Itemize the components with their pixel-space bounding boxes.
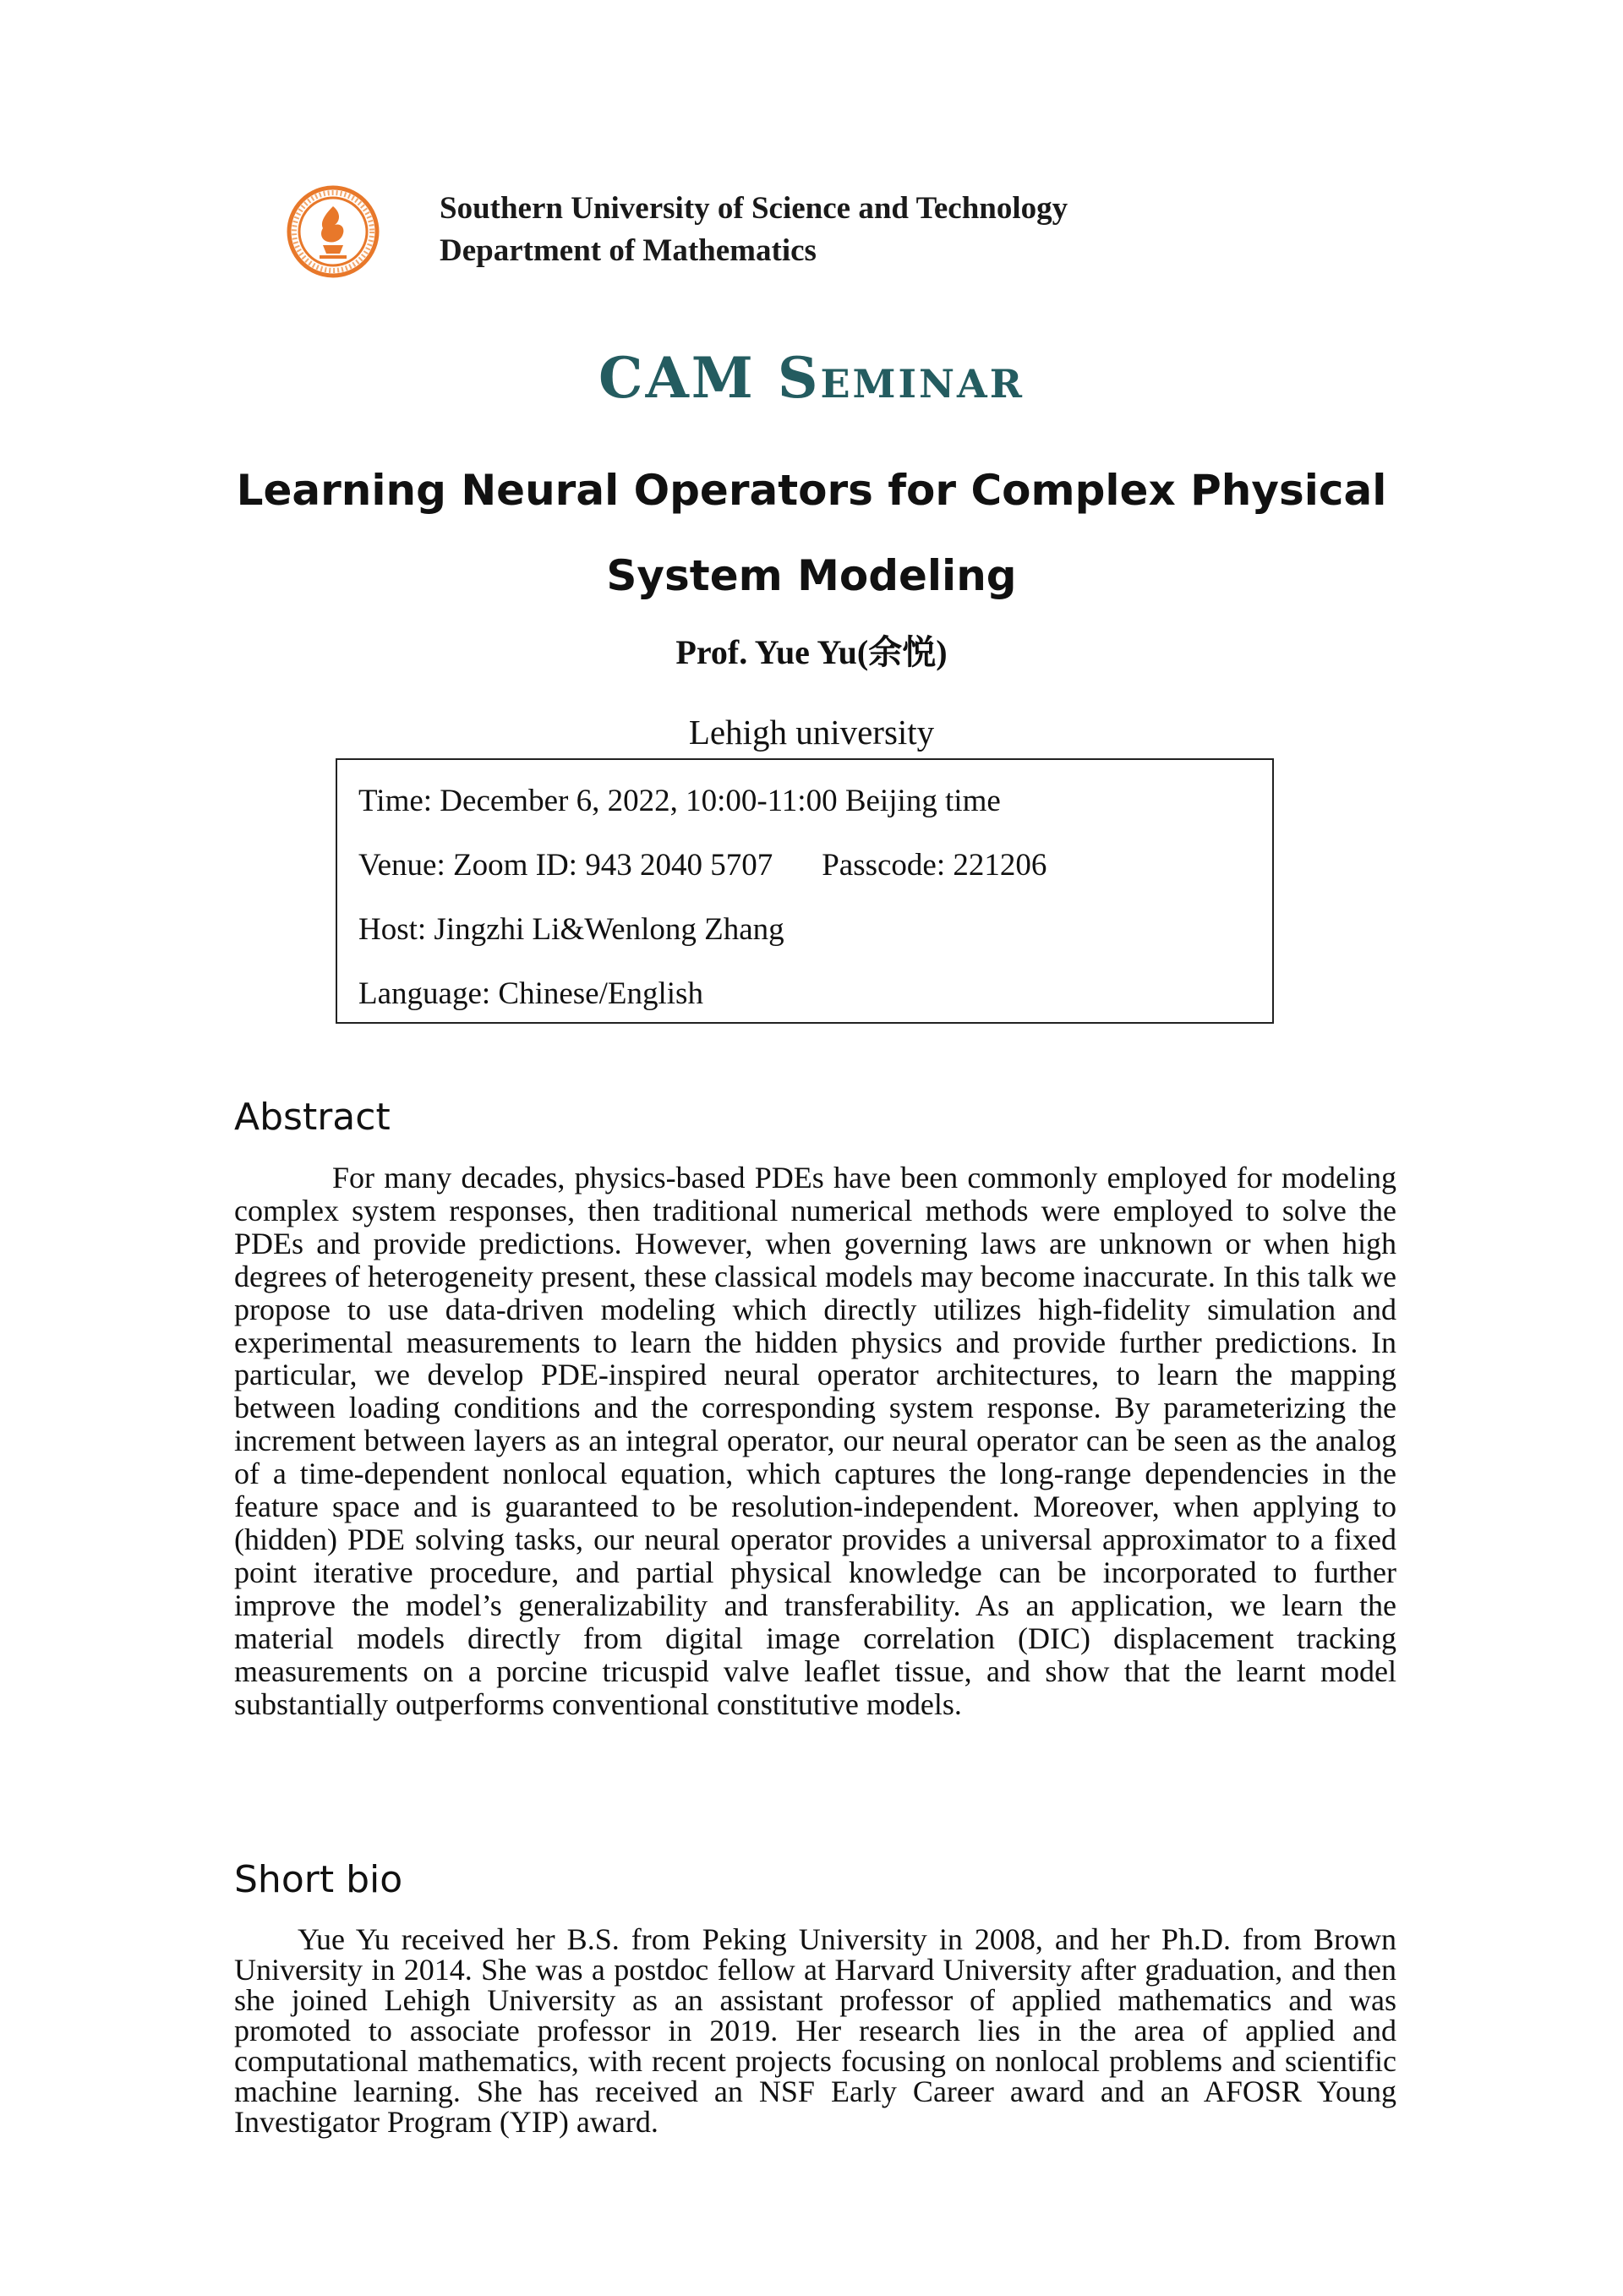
susTech-seal-icon [286,184,380,279]
bio-text: Yue Yu received her B.S. from Peking University in 2008, and her Ph.D. from Brown University in 2014. She was a postdoc fellow at Harvard University after graduation, and then she joined Lehigh University as an assistant professor of applied mathematics and was promoted to associate professor in 2019. Her research lies in the area of applied and computational mathematics, with recent projects focusing on nonlocal problems and scientific machine learning. She has received an NSF Early Career award and an AFOSR Young Investigator Program (YIP) award. [234,1922,1396,2139]
talk-title-line-2: System Modeling [606,551,1017,600]
seminar-series-title: CAM Seminar [598,345,1025,411]
event-venue-row [358,846,1252,910]
speaker-name: Prof. Yue Yu(余悦) [675,633,948,671]
speaker-affiliation: Lehigh university [688,713,935,752]
talk-title-line-1: Learning Neural Operators for Complex Physical [236,466,1387,515]
event-venue: Venue: Zoom ID: 943 2040 5707 [358,848,773,883]
talk-title [203,448,1420,619]
event-language: Language: Chinese/English [358,976,703,1011]
abstract-text: For many decades, physics-based PDEs have been commonly employed for modeling complex system responses, then traditional numerical methods were employed to solve the PDEs and provide predictions. However, when governing laws are unknown or when high degrees of heterogeneity present, these classical models may become inaccurate. In this talk we propose to use data-driven modeling which directly utilizes high-fidelity simulation and experimental measurements to learn the hidden physics and provide further predictions. In particular, we develop PDE-inspired neural operator architectures, to learn the mapping between loading conditions and the corresponding system response. By parameterizing the increment between layers as an integral operator, our neural operator can be seen as the analog of a time-dependent nonlocal equation, which captures the long-range dependencies in the feature space and is guaranteed to be resolution-independent. Moreover, when applying to (hidden) PDE solving tasks, our neural operator provides a universal approximator to a fixed point iterative procedure, and partial physical knowledge can be incorporated to further improve the model’s generalizability and transferability. As an application, we learn the material models directly from digital image correlation (DIC) displacement tracking measurements on a porcine tricuspid valve leaflet tissue, and show that the learnt model substantially outperforms conventional constitutive models. [234,1161,1396,1721]
university-name: Southern University of Science and Technology [440,191,1068,226]
event-info-box [336,758,1274,1024]
bio-heading: Short bio [234,1858,403,1901]
institution-header [440,188,1068,272]
abstract-heading: Abstract [234,1096,391,1139]
department-name: Department of Mathematics [440,233,817,268]
event-time: Time: December 6, 2022, 10:00-11:00 Beijing time [358,784,1001,818]
university-logo-icon [286,184,380,279]
event-passcode: Passcode: 221206 [822,848,1047,883]
event-host: Host: Jingzhi Li&Wenlong Zhang [358,912,784,947]
